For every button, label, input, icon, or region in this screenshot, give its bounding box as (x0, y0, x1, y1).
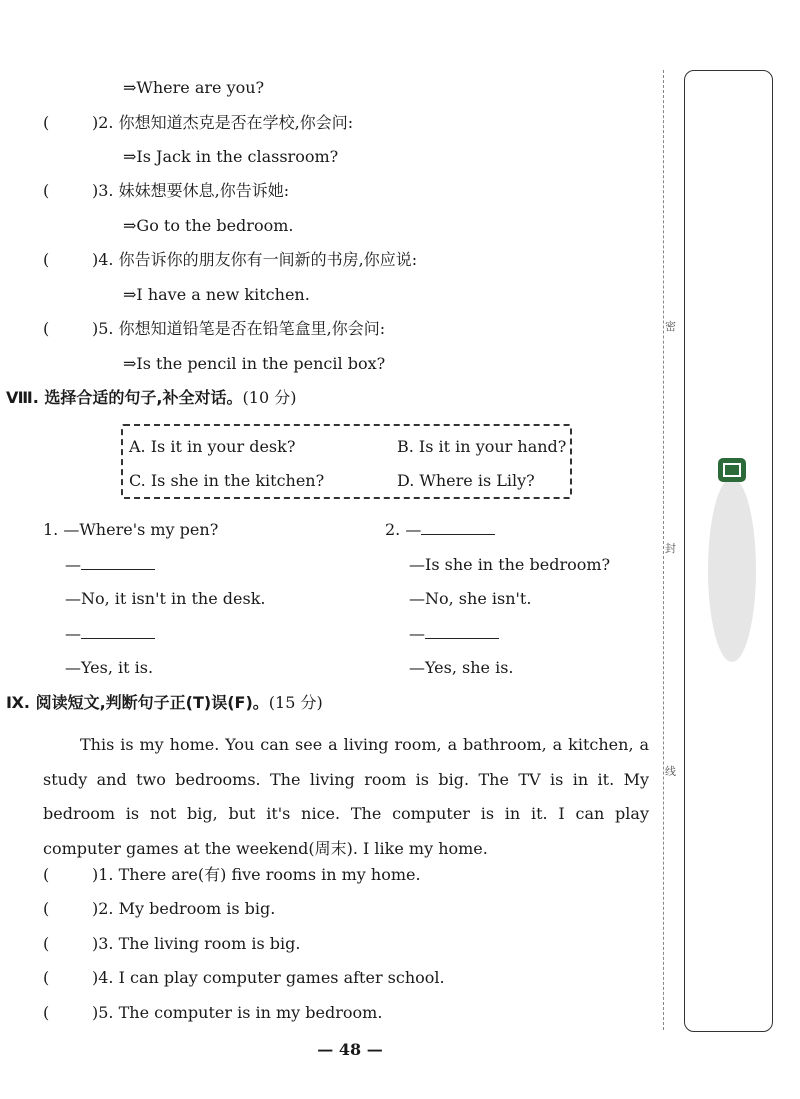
q7-item5-prompt: )5. 你想知道铅笔是否在铅笔盒里,你会问: (92, 319, 386, 338)
dialog1-line5: —Yes, it is. (65, 658, 154, 677)
dialog2-line3: —No, she isn't. (409, 589, 532, 608)
tf-item-4: )4. I can play computer games after school. (92, 968, 445, 987)
dialog2-line2: —Is she in the bedroom? (409, 555, 611, 574)
q7-item1-answer: ⇒Where are you? (123, 78, 265, 97)
answer-paren[interactable]: ( (43, 968, 50, 987)
section9-heading: Ⅸ. 阅读短文,判断句子正(T)误(F)。(15 分) (6, 693, 323, 712)
q7-item2-prompt: )2. 你想知道杰克是否在学校,你会问: (92, 113, 354, 132)
answer-blank[interactable] (81, 624, 155, 639)
answer-paren[interactable]: ( (43, 319, 50, 338)
dialog1-line1: 1. —Where's my pen? (43, 520, 219, 539)
answer-blank[interactable] (425, 624, 499, 639)
answer-blank[interactable] (81, 555, 155, 570)
dialog2-line5: —Yes, she is. (409, 658, 514, 677)
tf-item-5: )5. The computer is in my bedroom. (92, 1003, 383, 1022)
answer-paren[interactable]: ( (43, 181, 50, 200)
reading-passage: This is my home. You can see a living room, a bathroom, a kitchen, a study and two bedrooms. The living room is big. The TV is in it. My bedroom is not big, but it's nice. The computer is in it. I can play computer games at the weekend(周末). I like my home. (43, 735, 649, 858)
brand-badge-icon (718, 458, 746, 482)
answer-paren[interactable]: ( (43, 934, 50, 953)
q7-item2-answer: ⇒Is Jack in the classroom? (123, 147, 339, 166)
answer-paren[interactable]: ( (43, 865, 50, 884)
binding-line (663, 70, 664, 1030)
q7-item4-answer: ⇒I have a new kitchen. (123, 285, 310, 304)
option-b: B. Is it in your hand? (397, 437, 567, 456)
tf-item-1: )1. There are(有) five rooms in my home. (92, 865, 421, 884)
tf-item-2: )2. My bedroom is big. (92, 899, 276, 918)
binding-mark-xian: 线 (665, 765, 676, 778)
option-c: C. Is she in the kitchen? (129, 471, 325, 490)
answer-paren[interactable]: ( (43, 113, 50, 132)
option-a: A. Is it in your desk? (129, 437, 296, 456)
dialog2-line4: — (409, 624, 499, 644)
answer-paren[interactable]: ( (43, 250, 50, 269)
dialog1-line4: — (65, 624, 155, 644)
option-d: D. Where is Lily? (397, 471, 535, 490)
dialog1-line2: — (65, 555, 155, 575)
q7-item5-answer: ⇒Is the pencil in the pencil box? (123, 354, 386, 373)
tf-item-3: )3. The living room is big. (92, 934, 301, 953)
brand-logo (702, 450, 762, 670)
answer-paren[interactable]: ( (43, 899, 50, 918)
binding-mark-mi: 密 (665, 320, 676, 333)
q7-item3-answer: ⇒Go to the bedroom. (123, 216, 294, 235)
binding-mark-feng: 封 (665, 542, 676, 555)
dialog2-line1: 2. — (385, 520, 495, 540)
q7-item3-prompt: )3. 妹妹想要休息,你告诉她: (92, 181, 290, 200)
dialog1-line3: —No, it isn't in the desk. (65, 589, 266, 608)
q7-item4-prompt: )4. 你告诉你的朋友你有一间新的书房,你应说: (92, 250, 418, 269)
page-number: — 48 — (317, 1040, 383, 1059)
answer-blank[interactable] (421, 520, 495, 535)
answer-paren[interactable]: ( (43, 1003, 50, 1022)
section8-heading: Ⅷ. 选择合适的句子,补全对话。(10 分) (6, 388, 297, 407)
